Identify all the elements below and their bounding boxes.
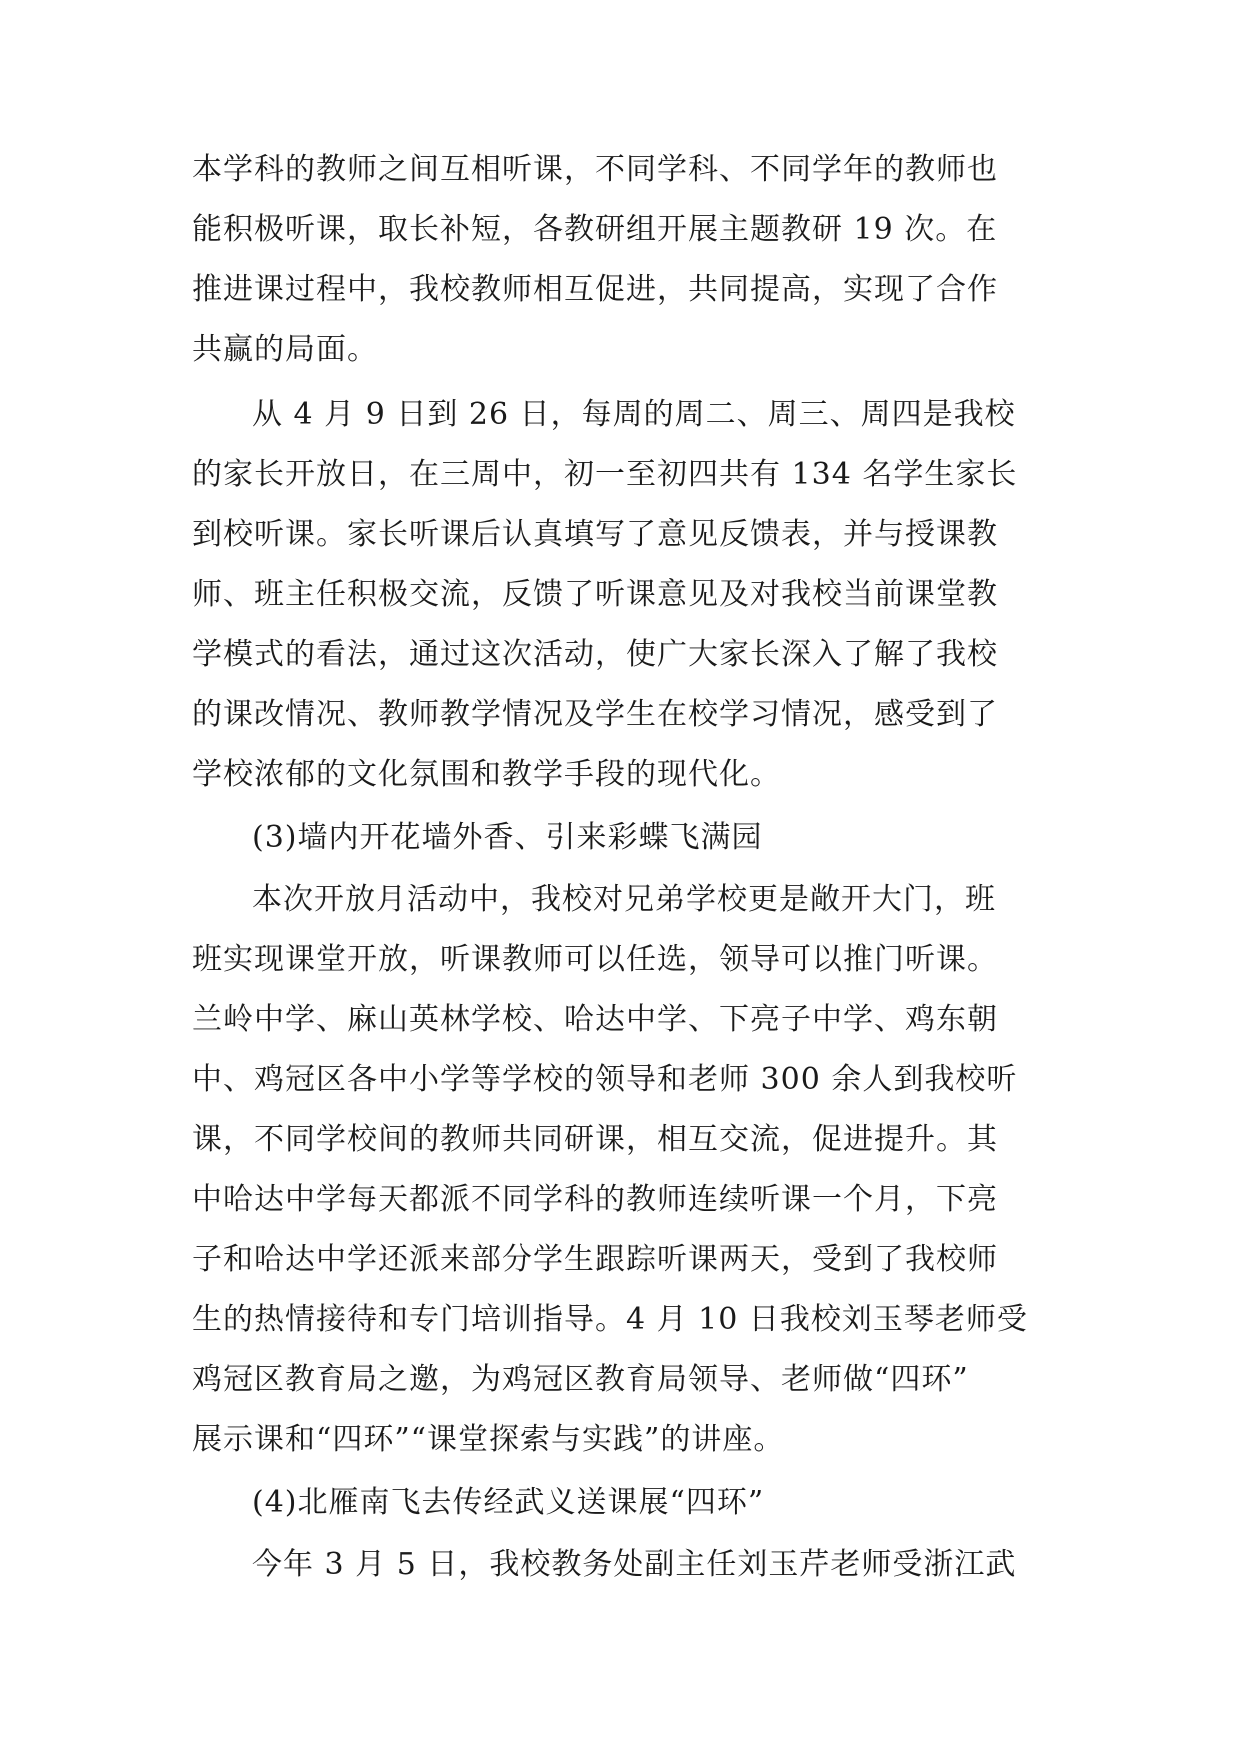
text-line: 展示课和“四环”“课堂探索与实践”的讲座。	[192, 1422, 785, 1457]
text-line: 子和哈达中学还派来部分学生跟踪听课两天，受到了我校师	[192, 1242, 998, 1277]
text-line: 师、班主任积极交流，反馈了听课意见及对我校当前课堂教	[192, 577, 998, 612]
text-line: 本学科的教师之间互相听课，不同学科、不同学年的教师也	[192, 152, 998, 187]
text-line: 课，不同学校间的教师共同研课，相互交流，促进提升。其	[192, 1122, 998, 1157]
text-line: 中哈达中学每天都派不同学科的教师连续听课一个月，下亮	[192, 1182, 998, 1217]
text-line: 学校浓郁的文化氛围和教学手段的现代化。	[192, 757, 781, 792]
paragraph-first-line: 从 4 月 9 日到 26 日，每周的周二、周三、周四是我校	[252, 397, 1016, 432]
text-line: 兰岭中学、麻山英林学校、哈达中学、下亮子中学、鸡东朝	[192, 1002, 998, 1037]
text-line: 的课改情况、教师教学情况及学生在校学习情况，感受到了	[192, 697, 998, 732]
text-line: 共赢的局面。	[192, 332, 378, 367]
section-heading-3: (3)墙内开花墙外香、引来彩蝶飞满园	[252, 820, 763, 855]
text-line: 能积极听课，取长补短，各教研组开展主题教研 19 次。在	[192, 212, 998, 247]
paragraph-first-line: 今年 3 月 5 日，我校教务处副主任刘玉芹老师受浙江武	[252, 1547, 1017, 1582]
text-line: 推进课过程中，我校教师相互促进，共同提高，实现了合作	[192, 272, 998, 307]
section-heading-4: (4)北雁南飞去传经武义送课展“四环”	[252, 1485, 765, 1520]
text-line: 生的热情接待和专门培训指导。4 月 10 日我校刘玉琴老师受	[192, 1302, 1028, 1337]
text-line: 到校听课。家长听课后认真填写了意见反馈表，并与授课教	[192, 517, 998, 552]
text-line: 中、鸡冠区各中小学等学校的领导和老师 300 余人到我校听	[192, 1062, 1018, 1097]
text-line: 的家长开放日，在三周中，初一至初四共有 134 名学生家长	[192, 457, 1018, 492]
paragraph-first-line: 本次开放月活动中，我校对兄弟学校更是敞开大门，班	[252, 882, 996, 917]
text-line: 班实现课堂开放，听课教师可以任选，领导可以推门听课。	[192, 942, 998, 977]
text-line: 鸡冠区教育局之邀，为鸡冠区教育局领导、老师做“四环”	[192, 1362, 969, 1397]
text-line: 学模式的看法，通过这次活动，使广大家长深入了解了我校	[192, 637, 998, 672]
